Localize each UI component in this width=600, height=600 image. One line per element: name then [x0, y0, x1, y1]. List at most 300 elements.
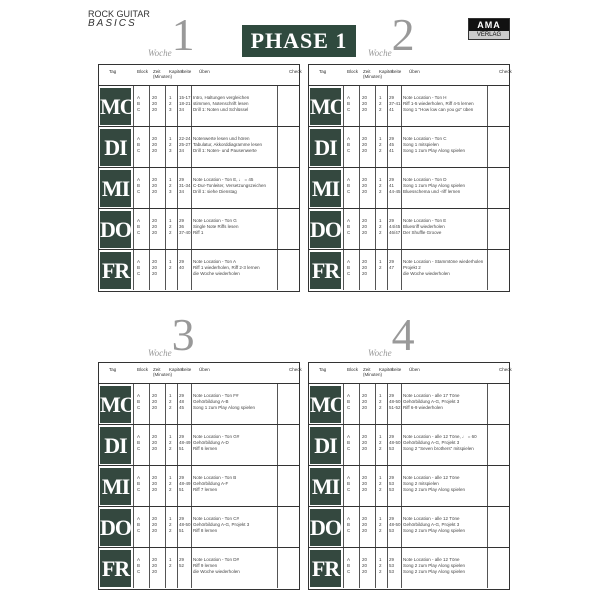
column-divider — [387, 209, 388, 250]
page-cell: 29 48-49 51 — [179, 434, 191, 451]
column-divider — [277, 127, 278, 168]
time-cell: 20 20 20 — [152, 393, 158, 410]
page-cell: 29 41 44-45 — [389, 177, 401, 194]
day-row — [99, 85, 299, 127]
column-header: Tag — [319, 69, 327, 74]
column-header: Üben — [409, 69, 420, 74]
page-cell: 29 44/45 46/47 — [389, 218, 401, 235]
day-row — [99, 506, 299, 548]
column-divider — [359, 507, 360, 548]
table-header — [309, 65, 512, 85]
time-cell: 20 20 20 — [152, 177, 158, 194]
day-label: FR — [100, 550, 131, 587]
brand-line1: ROCK GUITAR — [88, 9, 150, 19]
column-divider — [149, 86, 150, 127]
column-divider — [191, 466, 192, 507]
column-divider — [133, 168, 134, 209]
column-header: Block — [347, 69, 359, 74]
block-cell: A B C — [137, 434, 141, 451]
chapter-cell: 1 2 2 — [379, 516, 382, 533]
column-divider — [149, 168, 150, 209]
column-divider — [343, 466, 344, 507]
exercise-cell: Note Location - Ton B Gehörbildung A-F Riff 7 lernen — [193, 475, 237, 492]
check-cell[interactable] — [281, 131, 295, 163]
time-cell: 20 20 20 — [152, 434, 158, 451]
day-label: DO — [310, 509, 341, 546]
day-label: MI — [100, 170, 131, 207]
column-divider — [277, 425, 278, 466]
column-divider — [165, 127, 166, 168]
column-header: Kapitel — [379, 367, 393, 372]
check-cell[interactable] — [281, 254, 295, 286]
exercise-cell: Note Location - Ton G Single Note Riffs lesen Riff 1 — [193, 218, 239, 235]
logo-bottom: VERLAG — [476, 32, 502, 38]
column-header: Check — [289, 367, 302, 372]
time-cell: 20 20 20 — [362, 516, 368, 533]
check-cell[interactable] — [281, 213, 295, 245]
week-number-label — [148, 9, 195, 60]
column-divider — [375, 168, 376, 209]
exercise-cell: Notenwerte lesen und hören Tabulatur, Akkorddiagramme lesen Drill 1: Noten- und Pausenwerte — [193, 136, 263, 153]
day-row — [309, 167, 509, 209]
block-cell: A B C — [137, 475, 141, 492]
page-cell: 29 37-41 41 — [389, 95, 401, 112]
day-label: MI — [100, 468, 131, 505]
column-divider — [177, 86, 178, 127]
column-divider — [487, 250, 488, 290]
column-header: Zeit (Minuten) — [363, 367, 383, 377]
column-divider — [359, 250, 360, 290]
week-number: 4 — [391, 309, 415, 360]
time-cell: 20 20 20 — [152, 557, 158, 574]
column-divider — [133, 86, 134, 127]
check-cell[interactable] — [491, 254, 505, 286]
column-divider — [343, 425, 344, 466]
column-divider — [343, 168, 344, 209]
day-label: MO — [310, 386, 341, 423]
column-divider — [149, 250, 150, 290]
exercise-cell: Note Location - Ton C Song 1 mitspielen Song 1 zum Play Along spielen — [403, 136, 466, 153]
column-divider — [359, 548, 360, 588]
block-cell: A B C — [137, 177, 141, 194]
column-header: Seite — [391, 69, 402, 74]
column-header: Tag — [109, 69, 117, 74]
check-cell[interactable] — [491, 131, 505, 163]
column-divider — [487, 384, 488, 425]
page-cell: 29 47 — [389, 259, 395, 270]
day-label: DI — [100, 427, 131, 464]
column-divider — [487, 209, 488, 250]
column-header: Üben — [199, 367, 210, 372]
block-cell: A B C — [347, 259, 351, 276]
column-divider — [487, 548, 488, 588]
column-divider — [277, 507, 278, 548]
column-divider — [387, 507, 388, 548]
check-cell[interactable] — [281, 552, 295, 584]
column-divider — [165, 209, 166, 250]
column-divider — [133, 250, 134, 290]
column-header: Seite — [181, 69, 192, 74]
page-cell: 29 48-50 51-52 — [389, 393, 401, 410]
block-cell: A B C — [347, 475, 351, 492]
exercise-cell: Note Location - alle 17 Töne Gehörbildung A-G, Projekt 3 Riff 6-9 wiederholen — [403, 393, 460, 410]
column-divider — [277, 250, 278, 290]
column-divider — [401, 250, 402, 290]
exercise-cell: Note Location - Ton E Bluesriff wiederholen Der Shuffle Groove — [403, 218, 447, 235]
week-table — [308, 362, 510, 590]
logo-top: AMA — [469, 19, 509, 31]
chapter-cell: 1 2 2 — [379, 434, 382, 451]
column-divider — [277, 548, 278, 588]
column-divider — [401, 127, 402, 168]
column-divider — [387, 466, 388, 507]
column-divider — [343, 209, 344, 250]
column-divider — [177, 127, 178, 168]
column-divider — [177, 548, 178, 588]
column-header: Zeit (Minuten) — [153, 69, 173, 79]
column-divider — [177, 466, 178, 507]
week-number: 2 — [391, 9, 415, 60]
chapter-cell: 1 2 3 — [169, 136, 172, 153]
chapter-cell: 1 2 3 — [169, 177, 172, 194]
column-divider — [359, 168, 360, 209]
column-header: Seite — [391, 367, 402, 372]
column-divider — [401, 86, 402, 127]
time-cell: 20 20 20 — [362, 557, 368, 574]
column-divider — [133, 425, 134, 466]
chapter-cell: 1 2 2 — [169, 434, 172, 451]
column-divider — [133, 384, 134, 425]
column-divider — [149, 466, 150, 507]
time-cell: 20 20 20 — [152, 259, 158, 276]
day-row — [309, 126, 509, 168]
woche-text: Woche — [148, 48, 172, 58]
page-cell: 29 53 53 — [389, 475, 395, 492]
day-label: MI — [310, 170, 341, 207]
chapter-cell: 1 2 2 — [379, 475, 382, 492]
column-divider — [133, 466, 134, 507]
column-divider — [375, 86, 376, 127]
exercise-cell: Note Location - alle 12 Töne Gehörbildung A-G, Projekt 3 Song 2 zum Play Along spielen — [403, 516, 466, 533]
column-divider — [401, 209, 402, 250]
column-header: Block — [137, 367, 149, 372]
time-cell: 20 20 20 — [362, 177, 368, 194]
time-cell: 20 20 20 — [152, 95, 158, 112]
column-divider — [165, 86, 166, 127]
column-divider — [165, 466, 166, 507]
block-cell: A B C — [137, 136, 141, 153]
column-header: Tag — [319, 367, 327, 372]
column-divider — [149, 127, 150, 168]
column-divider — [149, 384, 150, 425]
column-divider — [165, 507, 166, 548]
page-cell: 29 45 41 — [389, 136, 395, 153]
day-label: MO — [100, 88, 131, 125]
chapter-cell: 1 2 2 — [379, 136, 382, 153]
column-divider — [401, 168, 402, 209]
check-cell[interactable] — [491, 172, 505, 204]
column-divider — [165, 168, 166, 209]
block-cell: A B C — [347, 95, 351, 112]
page-cell: 29 53 53 — [389, 557, 395, 574]
column-divider — [359, 466, 360, 507]
block-cell: A B C — [137, 218, 141, 235]
week-table — [308, 64, 510, 292]
day-label: MO — [310, 88, 341, 125]
day-label: DI — [100, 129, 131, 166]
column-header: Kapitel — [379, 69, 393, 74]
day-row — [99, 547, 299, 588]
exercise-cell: Intro, Haltungen vergleichen stimmen, Notenschrift lesen Drill 1: Noten und Schlüssel — [193, 95, 250, 112]
column-divider — [191, 86, 192, 127]
page-cell: 15-17 18-21 34 — [179, 95, 191, 112]
chapter-cell: 1 2 2 — [169, 475, 172, 492]
column-divider — [343, 384, 344, 425]
column-divider — [177, 507, 178, 548]
check-cell[interactable] — [491, 470, 505, 502]
publisher-logo — [468, 18, 510, 40]
column-divider — [343, 127, 344, 168]
chapter-cell: 1 2 2 — [169, 218, 172, 235]
column-divider — [149, 548, 150, 588]
column-divider — [133, 209, 134, 250]
day-row — [99, 465, 299, 507]
exercise-cell: Note Location - Ton D Song 1 zum Play Along spielen Bluesschema und -riff lernen — [403, 177, 466, 194]
column-divider — [343, 548, 344, 588]
column-divider — [387, 548, 388, 588]
chapter-cell: 1 2 2 — [379, 557, 382, 574]
day-label: DO — [100, 509, 131, 546]
time-cell: 20 20 20 — [152, 218, 158, 235]
exercise-cell: Note Location - alle 12 Töne, ♩ = 60 Gehörbildung A-G, Projekt 3 Song 2 "Seven brothers" mitspielen — [403, 434, 477, 451]
column-divider — [165, 384, 166, 425]
day-row — [309, 506, 509, 548]
day-label: FR — [310, 550, 341, 587]
column-divider — [487, 127, 488, 168]
page-cell: 29 36 37-40 — [179, 218, 191, 235]
table-header — [99, 363, 302, 383]
page-cell: 29 40 — [179, 259, 185, 270]
page-cell: 29 48-49 51 — [179, 475, 191, 492]
chapter-cell: 1 2 — [169, 259, 172, 270]
check-cell[interactable] — [281, 429, 295, 461]
column-divider — [387, 250, 388, 290]
column-divider — [177, 384, 178, 425]
column-divider — [487, 466, 488, 507]
column-divider — [191, 548, 192, 588]
column-divider — [343, 507, 344, 548]
column-divider — [359, 86, 360, 127]
column-header: Üben — [199, 69, 210, 74]
day-row — [99, 167, 299, 209]
column-divider — [277, 86, 278, 127]
exercise-cell: Note Location - Ton F# Gehörbildung A-B Song 1 zum Play Along spielen — [193, 393, 256, 410]
column-divider — [359, 209, 360, 250]
column-divider — [375, 209, 376, 250]
day-row — [99, 208, 299, 250]
block-cell: A B C — [347, 177, 351, 194]
week-number: 1 — [171, 9, 195, 60]
column-divider — [277, 209, 278, 250]
column-divider — [487, 86, 488, 127]
column-divider — [191, 507, 192, 548]
exercise-cell: Note Location - alle 12 Töne Song 2 zum Play Along spielen Song 2 zum Play Along spielen — [403, 557, 466, 574]
block-cell: A B C — [347, 516, 351, 533]
column-divider — [375, 127, 376, 168]
day-row — [309, 85, 509, 127]
column-header: Tag — [109, 367, 117, 372]
time-cell: 20 20 20 — [152, 136, 158, 153]
column-divider — [487, 425, 488, 466]
week-table — [98, 362, 300, 590]
table-header — [99, 65, 302, 85]
day-label: FR — [310, 252, 341, 289]
check-cell[interactable] — [491, 213, 505, 245]
day-row — [99, 424, 299, 466]
column-header: Kapitel — [169, 69, 183, 74]
brand — [88, 10, 150, 28]
column-divider — [375, 466, 376, 507]
column-divider — [401, 548, 402, 588]
column-header: Block — [137, 69, 149, 74]
exercise-cell: Note Location - Ton C# Gehörbildung A-G, Projekt 3 Riff 8 lernen — [193, 516, 250, 533]
column-header: Zeit (Minuten) — [153, 367, 173, 377]
column-divider — [343, 250, 344, 290]
day-row — [309, 249, 509, 290]
day-row — [99, 249, 299, 290]
column-divider — [149, 425, 150, 466]
page-cell: 29 48-50 53 — [389, 434, 401, 451]
column-divider — [401, 425, 402, 466]
column-divider — [359, 384, 360, 425]
chapter-cell: 1 2 2 — [379, 218, 382, 235]
block-cell: A B C — [137, 259, 141, 276]
block-cell: A B C — [347, 393, 351, 410]
exercise-cell: Note Location - Ton E, ♩ = 45 C-Dur-Tonleiter, Versetzungszeichen Drill 1: siehe Dienstag — [193, 177, 267, 194]
column-divider — [177, 250, 178, 290]
column-divider — [359, 425, 360, 466]
block-cell: A B C — [137, 95, 141, 112]
day-label: DO — [100, 211, 131, 248]
exercise-cell: Note Location - Ton D# Riff 9 lernen die Woche wiederholen — [193, 557, 240, 574]
column-divider — [375, 425, 376, 466]
column-header: Check — [499, 69, 512, 74]
block-cell: A B C — [347, 136, 351, 153]
column-divider — [191, 168, 192, 209]
day-label: DI — [310, 427, 341, 464]
time-cell: 20 20 20 — [362, 136, 368, 153]
check-cell[interactable] — [281, 388, 295, 420]
page-cell: 29 31-34 34 — [179, 177, 191, 194]
phase-title: PHASE 1 — [242, 25, 356, 57]
week-number: 3 — [171, 309, 195, 360]
week-number-label — [368, 9, 415, 60]
block-cell: A B C — [347, 218, 351, 235]
page-cell: 29 48-50 51 — [179, 516, 191, 533]
check-cell[interactable] — [491, 552, 505, 584]
page-cell: 29 48 45 — [179, 393, 185, 410]
column-divider — [277, 384, 278, 425]
column-divider — [149, 209, 150, 250]
column-divider — [191, 250, 192, 290]
day-label: MO — [100, 386, 131, 423]
day-row — [99, 383, 299, 425]
column-divider — [487, 507, 488, 548]
column-divider — [401, 466, 402, 507]
column-divider — [165, 250, 166, 290]
week-number-label — [368, 309, 415, 360]
check-cell[interactable] — [491, 90, 505, 122]
column-divider — [375, 384, 376, 425]
check-cell[interactable] — [491, 429, 505, 461]
column-divider — [191, 384, 192, 425]
column-divider — [387, 168, 388, 209]
column-divider — [487, 168, 488, 209]
column-header: Block — [347, 367, 359, 372]
woche-text: Woche — [368, 48, 392, 58]
column-divider — [387, 384, 388, 425]
column-header: Kapitel — [169, 367, 183, 372]
column-header: Seite — [181, 367, 192, 372]
time-cell: 20 20 20 — [362, 95, 368, 112]
week-number-label — [148, 309, 195, 360]
exercise-cell: Note Location - Ton G# Gehörbildung A-D Riff 6 lernen — [193, 434, 240, 451]
column-divider — [177, 425, 178, 466]
column-divider — [387, 86, 388, 127]
column-divider — [387, 127, 388, 168]
exercise-cell: Note Location - Ton A Riff 1 wiederholen, Riff 2-3 lernen die Woche wiederholen — [193, 259, 260, 276]
check-cell[interactable] — [281, 470, 295, 502]
column-divider — [149, 507, 150, 548]
column-divider — [387, 425, 388, 466]
column-header: Zeit (Minuten) — [363, 69, 383, 79]
chapter-cell: 1 2 3 — [169, 95, 172, 112]
day-row — [309, 465, 509, 507]
column-divider — [165, 425, 166, 466]
block-cell: A B C — [347, 557, 351, 574]
column-divider — [359, 127, 360, 168]
column-divider — [343, 86, 344, 127]
check-cell[interactable] — [491, 511, 505, 543]
column-divider — [191, 209, 192, 250]
day-row — [309, 547, 509, 588]
block-cell: A B C — [347, 434, 351, 451]
time-cell: 20 20 20 — [362, 434, 368, 451]
time-cell: 20 20 20 — [362, 475, 368, 492]
check-cell[interactable] — [281, 172, 295, 204]
chapter-cell: 1 2 2 — [169, 516, 172, 533]
column-divider — [165, 548, 166, 588]
check-cell[interactable] — [281, 90, 295, 122]
column-divider — [191, 127, 192, 168]
day-label: DO — [310, 211, 341, 248]
check-cell[interactable] — [491, 388, 505, 420]
day-row — [309, 383, 509, 425]
block-cell: A B C — [137, 393, 141, 410]
time-cell: 20 20 20 — [362, 393, 368, 410]
page-cell: 29 52 — [179, 557, 185, 568]
woche-text: Woche — [368, 348, 392, 358]
column-divider — [191, 425, 192, 466]
day-row — [99, 126, 299, 168]
day-label: DI — [310, 129, 341, 166]
check-cell[interactable] — [281, 511, 295, 543]
brand-line2: BASICS — [88, 18, 137, 29]
column-divider — [177, 209, 178, 250]
column-divider — [177, 168, 178, 209]
time-cell: 20 20 20 — [362, 218, 368, 235]
week-table — [98, 64, 300, 292]
